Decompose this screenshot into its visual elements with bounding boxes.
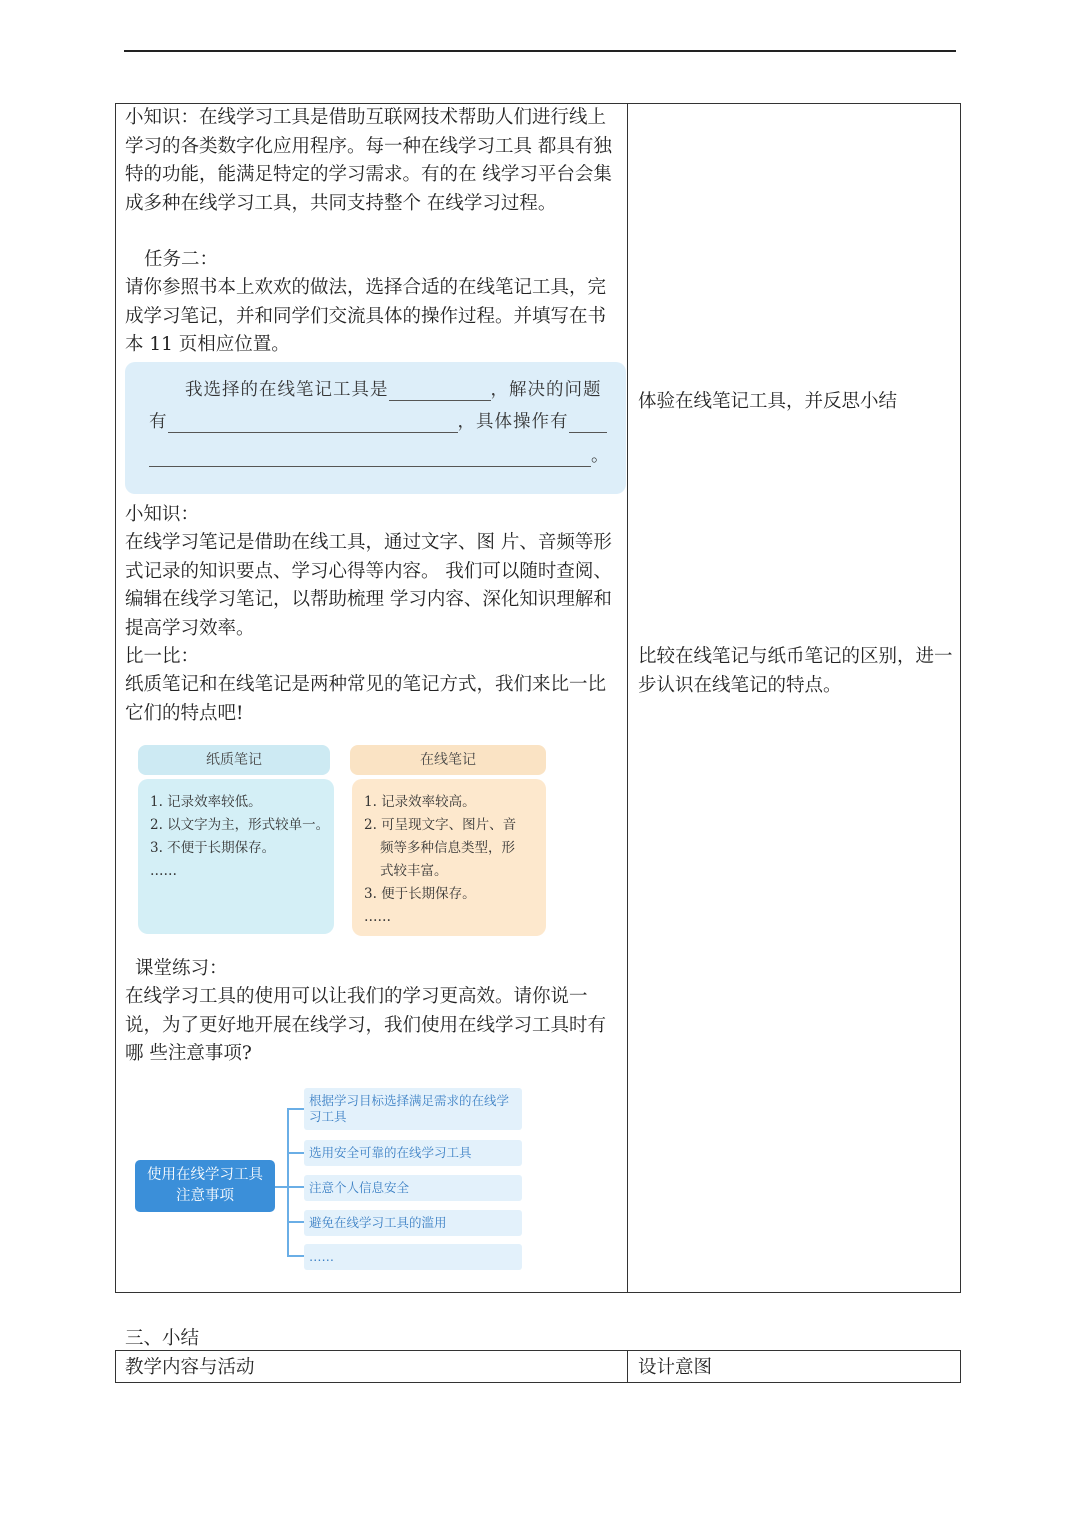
mindmap-item: 选用安全可靠的在线学习工具 [304,1140,522,1166]
knowledge-paragraph-1: 小知识：在线学习工具是借助互联网技术帮助人们进行线上学习的各类数字化应用程序。每一种在线学习工具 都具有独特的功能，能满足特定的学习需求。有的在 线学习平台会集成多种在线学习工具，共同支持整个 在线学习过程。 [125,107,612,214]
online-note-item: …… [364,909,391,925]
fill-in-box [125,362,626,494]
online-note-item: 1. 记录效率较高。 [364,794,476,810]
fill-in-end: 。 [591,446,610,466]
fill-in-part2: ，解决的问题 [490,380,602,400]
online-note-item: 3. 便于长期保存。 [364,886,476,902]
mindmap-branch [287,1108,304,1110]
knowledge2-title: 小知识： [125,504,200,525]
fill-in-blank-2[interactable] [168,414,458,433]
mindmap-trunk [287,1108,289,1255]
column-divider [627,104,628,1292]
online-note-item: 2. 可呈现文字、图片、音 [364,817,517,833]
fill-in-part3: 有 [149,412,168,432]
knowledge2-body: 在线学习笔记是借助在线工具，通过文字、图 片、音频等形式记录的知识要点、学习心得等内容。 我们可以随时查阅、编辑在线学习笔记，以帮助梳理 学习内容、深化知识理解和提高学习效率。 [125,532,612,639]
fill-in-part4: ，具体操作有 [457,412,569,432]
task2-title: 任务二： [144,249,219,270]
header-rule [124,50,956,52]
summary-table [115,1350,961,1383]
mindmap-branch [287,1255,304,1257]
fill-in-blank-3[interactable] [569,414,607,433]
practice-body: 在线学习工具的使用可以让我们的学习更高效。请你说一说，为了更好地开展在线学习，我们使用在线学习工具时有哪 些注意事项? [125,986,607,1064]
compare-title: 比一比： [125,646,200,667]
paper-note-item: …… [150,863,177,879]
paper-note-item: 1. 记录效率较低。 [150,794,262,810]
design-intent-2: 比较在线笔记与纸币笔记的区别，进一步认识在线笔记的特点。 [638,646,953,696]
fill-in-blank-4[interactable] [149,448,591,467]
practice-title: 课堂练习： [135,958,228,979]
paper-notes-header: 纸质笔记 [138,745,330,775]
table-header-content: 教学内容与活动 [125,1357,255,1378]
mindmap-item: …… [304,1244,522,1270]
design-intent-1: 体验在线笔记工具，并反思小结 [638,391,898,412]
mindmap-branch [287,1186,304,1188]
section-title: 三、小结 [125,1328,200,1349]
online-note-item: 式较丰富。 [380,863,448,879]
mindmap-item: 注意个人信息安全 [304,1175,522,1201]
online-note-item: 频等多种信息类型，形 [380,840,515,856]
paper-note-item: 3. 不便于长期保存。 [150,840,276,856]
online-notes-header: 在线笔记 [350,745,546,775]
table-header-intent: 设计意图 [638,1357,713,1378]
mindmap-item: 根据学习目标选择满足需求的在线学习工具 [304,1088,522,1130]
paper-note-item: 2. 以文字为主，形式较单一。 [150,817,330,833]
column-divider [627,1351,628,1382]
lesson-table [115,103,961,1293]
mindmap-connector [275,1186,287,1188]
task2-body: 请你参照书本上欢欢的做法，选择合适的在线笔记工具，完成学习笔记，并和同学们交流具体的操作过程。并填写在书本 11 页相应位置。 [125,277,607,355]
compare-body: 纸质笔记和在线笔记是两种常见的笔记方式，我们来比一比它们的特点吧! [125,674,607,724]
mindmap-branch [287,1152,304,1154]
fill-in-blank-1[interactable] [389,382,491,401]
mindmap-item: 避免在线学习工具的滥用 [304,1210,522,1236]
paper-notes-card [138,779,334,934]
mindmap-root: 使用在线学习工具 注意事项 [135,1160,275,1212]
mindmap-branch [287,1221,304,1223]
online-notes-card [352,779,546,936]
fill-in-part1: 我选择的在线笔记工具是 [185,380,389,400]
